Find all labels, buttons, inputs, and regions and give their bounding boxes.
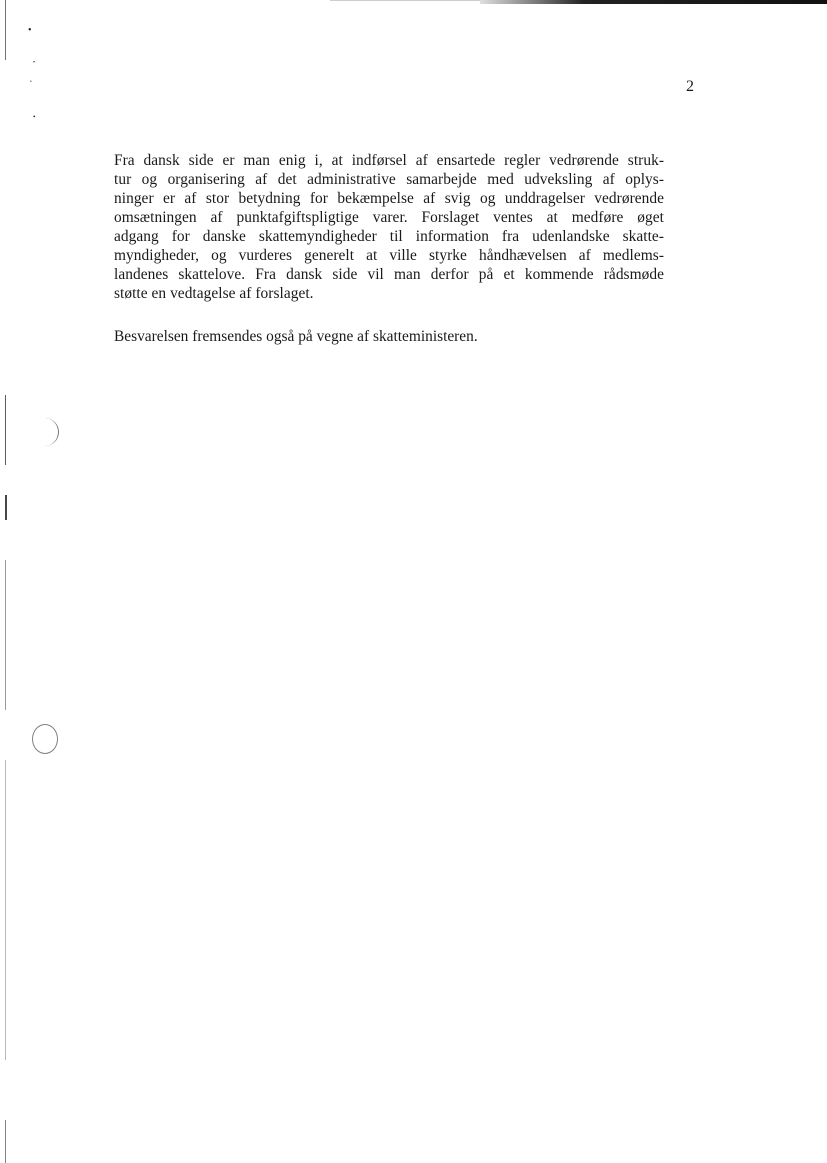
scan-edge-line (5, 0, 6, 60)
scan-edge-line (5, 560, 6, 710)
scan-edge-line (5, 1120, 6, 1163)
scan-speck: • (33, 113, 36, 121)
text-line: ninger er af stor betydning for bekæmpelse af svig og unddragelser vedrørende (114, 190, 664, 207)
scan-speck: • (28, 25, 32, 36)
text-line: omsætningen af punktafgiftspligtige varer. Forslaget ventes at medføre øget (114, 209, 664, 226)
text-line: myndigheder, og vurderes generelt at ville styrke håndhævelsen af medlems- (114, 247, 664, 264)
scan-edge-line (5, 760, 6, 1060)
punch-hole-mark (32, 724, 58, 754)
paragraph (114, 151, 664, 303)
scan-edge-bar (480, 0, 827, 4)
scan-edge-line (5, 395, 6, 465)
text-line: landenes skattelove. Fra dansk side vil man derfor på et kommende rådsmøde (114, 266, 664, 283)
scan-edge-line (5, 495, 7, 520)
closing-paragraph: Besvarelsen fremsendes også på vegne af skatteministeren. (114, 328, 478, 345)
page-number: 2 (686, 78, 694, 95)
text-line: Fra dansk side er man enig i, at indførsel af ensartede regler vedrørende struk- (114, 152, 664, 169)
punch-hole-mark (36, 418, 59, 446)
scan-edge-shadow (330, 0, 480, 1)
text-line: tur og organisering af det administrative samarbejde med udveksling af oplys- (114, 171, 664, 188)
text-line: adgang for danske skattemyndigheder til information fra udenlandske skatte- (114, 228, 664, 245)
scan-speck: • (30, 80, 32, 85)
text-line: støtte en vedtagelse af forslaget. (114, 285, 314, 302)
scan-speck: • (33, 60, 36, 66)
